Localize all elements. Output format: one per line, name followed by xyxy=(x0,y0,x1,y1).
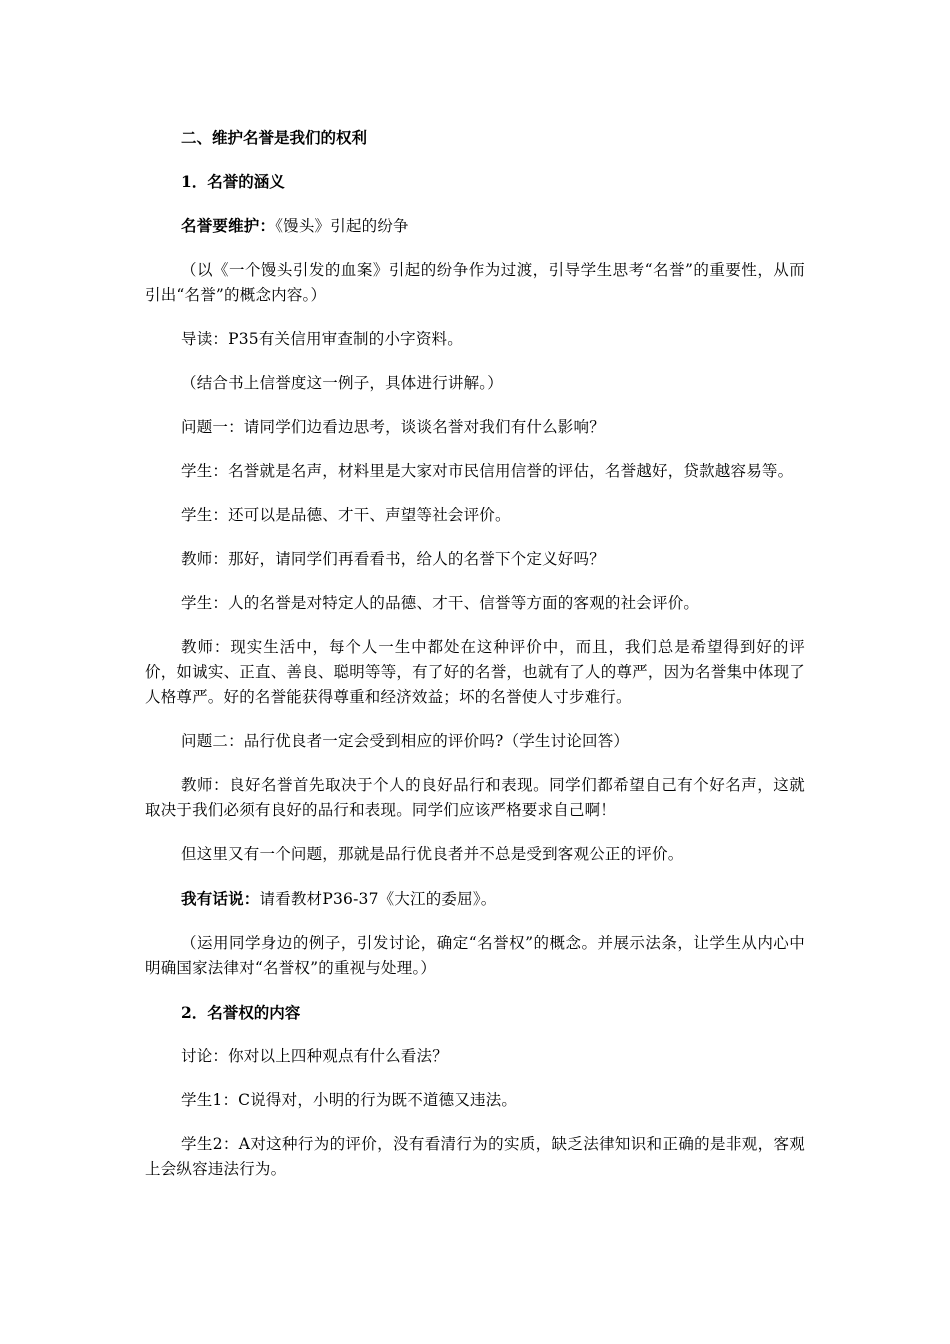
woyou-label: 我有话说： xyxy=(181,889,260,908)
paragraph-student-1: 学生：名誉就是名声，材料里是大家对市民信用信誉的评估，名誉越好，贷款越容易等。 xyxy=(181,462,794,480)
document-body xyxy=(145,125,805,1201)
paragraph-question-1: 问题一：请同学们边看边思考，谈谈名誉对我们有什么影响？ xyxy=(181,418,605,436)
subsection-heading-2: 2．名誉权的内容 xyxy=(181,1003,301,1022)
paragraph-teacher-3: 教师：良好名誉首先取决于个人的良好品行和表现。同学们都希望自己有个好名声，这就取决于我们必须有良好的品行和表现。同学们应该严格要求自己啊！ xyxy=(145,776,805,819)
paragraph-student-2: 学生：还可以是品德、才干、声望等社会评价。 xyxy=(181,506,511,524)
paragraph-student-answer-2: 学生2：A对这种行为的评价，没有看清行为的实质，缺乏法律知识和正确的是非观，客观上会纵容违法行为。 xyxy=(145,1135,805,1178)
paragraph-mingyu xyxy=(145,213,805,239)
mingyu-text: 《馒头》引起的纷争 xyxy=(275,217,409,235)
paragraph-woyou xyxy=(145,886,805,912)
woyou-text: 请看教材P36-37《大江的委屈》。 xyxy=(259,890,497,908)
mingyu-label: 名誉要维护： xyxy=(181,216,276,235)
paragraph-jiehe: （结合书上信誉度这一例子，具体进行讲解。） xyxy=(181,374,503,392)
paragraph-daodu: 导读：P35有关信用审查制的小字资料。 xyxy=(181,330,463,348)
paragraph-question-2: 问题二：品行优良者一定会受到相应的评价吗?（学生讨论回答） xyxy=(181,732,630,750)
paragraph-student-answer-1: 学生1：C说得对，小明的行为既不道德又违法。 xyxy=(181,1091,518,1109)
paragraph-discussion: 讨论：你对以上四种观点有什么看法？ xyxy=(181,1047,448,1065)
paragraph-yunyong: （运用同学身边的例子，引发讨论，确定“名誉权”的概念。并展示法条，让学生从内心中明确国家法律对“名誉权”的重视与处理。） xyxy=(145,934,805,977)
section-heading: 二、维护名誉是我们的权利 xyxy=(181,128,368,147)
subsection-heading-1: 1．名誉的涵义 xyxy=(181,172,285,191)
paragraph-teacher-1: 教师：那好，请同学们再看看书，给人的名誉下个定义好吗？ xyxy=(181,550,605,568)
paragraph-transition: （以《一个馒头引发的血案》引起的纷争作为过渡，引导学生思考“名誉”的重要性，从而引出“名誉”的概念内容。） xyxy=(145,261,805,304)
paragraph-teacher-2: 教师：现实生活中，每个人一生中都处在这种评价中，而且，我们总是希望得到好的评价，如诚实、正直、善良、聪明等等，有了好的名誉，也就有了人的尊严，因为名誉集中体现了人格尊严。好的名誉能获得尊重和经济效益；坏的名誉使人寸步难行。 xyxy=(145,638,805,706)
paragraph-student-3: 学生：人的名誉是对特定人的品德、才干、信誉等方面的客观的社会评价。 xyxy=(181,594,700,612)
paragraph-however: 但这里又有一个问题，那就是品行优良者并不总是受到客观公正的评价。 xyxy=(181,845,684,863)
